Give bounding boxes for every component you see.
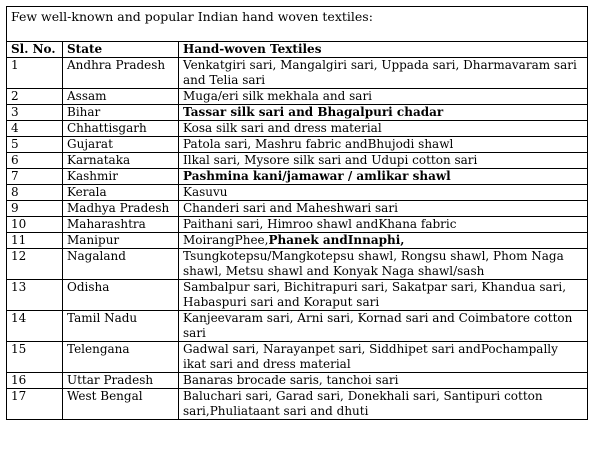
table-row xyxy=(7,153,588,169)
row-number: 16 xyxy=(7,373,63,389)
header-textiles: Hand-woven Textiles xyxy=(179,42,588,58)
table-row xyxy=(7,105,588,121)
table-row xyxy=(7,280,588,311)
table-row xyxy=(7,249,588,280)
row-textiles: Paithani sari, Himroo shawl andKhana fabric xyxy=(179,217,588,233)
header-sl-no: Sl. No. xyxy=(7,42,63,58)
row-number: 3 xyxy=(7,105,63,121)
row-number: 4 xyxy=(7,121,63,137)
row-textiles: Venkatgiri sari, Mangalgiri sari, Uppada sari, Dharmavaram sari and Telia sari xyxy=(179,58,588,89)
row-number: 2 xyxy=(7,89,63,105)
row-number: 13 xyxy=(7,280,63,311)
row-state: Kerala xyxy=(63,185,179,201)
row-textiles: Muga/eri silk mekhala and sari xyxy=(179,89,588,105)
row-number: 9 xyxy=(7,201,63,217)
row-state: Kashmir xyxy=(63,169,179,185)
row-state: Maharashtra xyxy=(63,217,179,233)
table-row xyxy=(7,185,588,201)
row-state: Madhya Pradesh xyxy=(63,201,179,217)
table-row xyxy=(7,121,588,137)
row-state: Tamil Nadu xyxy=(63,311,179,342)
row-state: Bihar xyxy=(63,105,179,121)
row-textiles: Patola sari, Mashru fabric andBhujodi shawl xyxy=(179,137,588,153)
row-state: Gujarat xyxy=(63,137,179,153)
table-row xyxy=(7,311,588,342)
row-state: Chhattisgarh xyxy=(63,121,179,137)
table-row xyxy=(7,233,588,249)
row-state: Manipur xyxy=(63,233,179,249)
row-textiles-plain: MoirangPhee, xyxy=(183,233,269,247)
row-state: Nagaland xyxy=(63,249,179,280)
table-row xyxy=(7,201,588,217)
row-state: Assam xyxy=(63,89,179,105)
caption-row xyxy=(7,7,588,42)
row-number: 10 xyxy=(7,217,63,233)
row-number: 12 xyxy=(7,249,63,280)
row-textiles: Banaras brocade saris, tanchoi sari xyxy=(179,373,588,389)
row-number: 1 xyxy=(7,58,63,89)
row-textiles: Kanjeevaram sari, Arni sari, Kornad sari and Coimbatore cotton sari xyxy=(179,311,588,342)
row-state: Odisha xyxy=(63,280,179,311)
row-textiles: Tassar silk sari and Bhagalpuri chadar xyxy=(179,105,588,121)
row-textiles xyxy=(179,233,588,249)
row-textiles: Kasuvu xyxy=(179,185,588,201)
row-number: 15 xyxy=(7,342,63,373)
row-textiles: Gadwal sari, Narayanpet sari, Siddhipet sari andPochampally ikat sari and dress material xyxy=(179,342,588,373)
row-number: 14 xyxy=(7,311,63,342)
header-row xyxy=(7,42,588,58)
textiles-table xyxy=(6,6,588,420)
row-state: Uttar Pradesh xyxy=(63,373,179,389)
row-state: Telengana xyxy=(63,342,179,373)
header-state: State xyxy=(63,42,179,58)
row-textiles: Chanderi sari and Maheshwari sari xyxy=(179,201,588,217)
row-state: West Bengal xyxy=(63,389,179,420)
row-number: 7 xyxy=(7,169,63,185)
row-textiles: Sambalpur sari, Bichitrapuri sari, Sakatpar sari, Khandua sari, Habaspuri sari and Koraput sari xyxy=(179,280,588,311)
row-textiles-bold: Phanek andInnaphi, xyxy=(268,233,405,247)
row-state: Karnataka xyxy=(63,153,179,169)
row-textiles: Ilkal sari, Mysore silk sari and Udupi cotton sari xyxy=(179,153,588,169)
table-caption: Few well-known and popular Indian hand woven textiles: xyxy=(7,7,588,42)
row-textiles: Tsungkotepsu/Mangkotepsu shawl, Rongsu shawl, Phom Naga shawl, Metsu shawl and Konyak Naga shawl/sash xyxy=(179,249,588,280)
table-row xyxy=(7,342,588,373)
table-row xyxy=(7,217,588,233)
table-row xyxy=(7,58,588,89)
row-textiles: Kosa silk sari and dress material xyxy=(179,121,588,137)
row-state: Andhra Pradesh xyxy=(63,58,179,89)
table-row xyxy=(7,89,588,105)
table-row xyxy=(7,137,588,153)
row-number: 17 xyxy=(7,389,63,420)
row-number: 6 xyxy=(7,153,63,169)
table-row xyxy=(7,389,588,420)
row-textiles: Baluchari sari, Garad sari, Donekhali sari, Santipuri cotton sari,Phuliataant sari and dhuti xyxy=(179,389,588,420)
table-row xyxy=(7,373,588,389)
table-row xyxy=(7,169,588,185)
row-number: 8 xyxy=(7,185,63,201)
row-number: 11 xyxy=(7,233,63,249)
row-textiles: Pashmina kani/jamawar / amlikar shawl xyxy=(179,169,588,185)
row-number: 5 xyxy=(7,137,63,153)
